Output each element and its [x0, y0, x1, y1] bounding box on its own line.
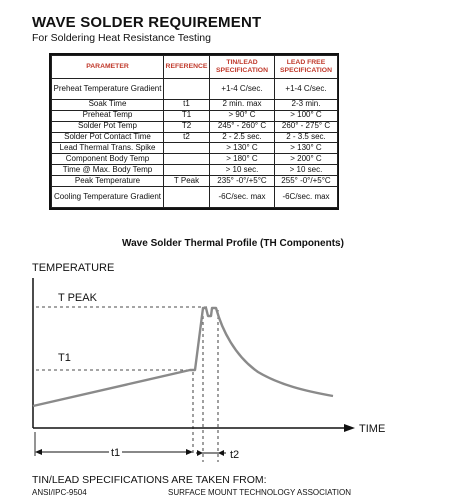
- cell-parameter: Preheat Temperature Gradient: [52, 79, 164, 100]
- t2-dimension-arrow-right: [218, 450, 224, 456]
- thermal-profile-curve: [33, 308, 333, 406]
- column-header-parameter: PARAMETER: [52, 56, 164, 79]
- cell-tin-lead: > 90° C: [210, 110, 275, 121]
- page-title: WAVE SOLDER REQUIREMENT: [32, 14, 262, 31]
- t1-level-label: T1: [58, 352, 71, 364]
- column-header-reference: REFERENCE: [164, 56, 210, 79]
- cell-tin-lead: 2 - 2.5 sec.: [210, 132, 275, 143]
- footer-standard: ANSI/IPC-9504: [32, 488, 87, 497]
- t2-interval-label: t2: [230, 449, 240, 461]
- x-axis-arrow: [344, 424, 355, 432]
- cell-tin-lead: -6C/sec. max: [210, 187, 275, 208]
- cell-reference: t2: [164, 132, 210, 143]
- t1-dimension-arrow-right: [186, 449, 193, 455]
- cell-tin-lead: 235° -0°/+5°C: [210, 176, 275, 187]
- cell-lead-free: 2-3 min.: [275, 99, 338, 110]
- diagram-title: Wave Solder Thermal Profile (TH Components): [122, 238, 344, 249]
- cell-parameter: Lead Thermal Trans. Spike: [52, 143, 164, 154]
- cell-parameter: Solder Pot Contact Time: [52, 132, 164, 143]
- cell-lead-free: 260° - 275° C: [275, 121, 338, 132]
- cell-tin-lead: +1-4 C/sec.: [210, 79, 275, 100]
- cell-tin-lead: 245° - 260° C: [210, 121, 275, 132]
- t1-interval-label: t1: [111, 447, 121, 459]
- cell-tin-lead: 2 min. max: [210, 99, 275, 110]
- cell-lead-free: > 130° C: [275, 143, 338, 154]
- cell-reference: t1: [164, 99, 210, 110]
- cell-parameter: Peak Temperature: [52, 176, 164, 187]
- footer-organization: SURFACE MOUNT TECHNOLOGY ASSOCIATION: [168, 488, 351, 497]
- t1-dimension-arrow-left: [35, 449, 42, 455]
- peak-level-label: T PEAK: [58, 292, 97, 304]
- cell-parameter: Component Body Temp: [52, 154, 164, 165]
- cell-parameter: Time @ Max. Body Temp: [52, 165, 164, 176]
- footer-source-heading: TIN/LEAD SPECIFICATIONS ARE TAKEN FROM:: [32, 474, 267, 486]
- column-header-lead-free: LEAD FREE SPECIFICATION: [275, 56, 338, 79]
- page-subtitle: For Soldering Heat Resistance Testing: [32, 32, 211, 44]
- cell-lead-free: -6C/sec. max: [275, 187, 338, 208]
- x-axis-label: TIME: [359, 423, 386, 435]
- cell-tin-lead: > 10 sec.: [210, 165, 275, 176]
- cell-parameter: Preheat Temp: [52, 110, 164, 121]
- cell-reference: T1: [164, 110, 210, 121]
- cell-reference: T2: [164, 121, 210, 132]
- cell-lead-free: 2 - 3.5 sec.: [275, 132, 338, 143]
- t2-dimension-arrow-left: [197, 450, 203, 456]
- cell-tin-lead: > 180° C: [210, 154, 275, 165]
- cell-reference: T Peak: [164, 176, 210, 187]
- cell-lead-free: +1-4 C/sec.: [275, 79, 338, 100]
- cell-lead-free: 255° -0°/+5°C: [275, 176, 338, 187]
- cell-parameter: Cooling Temperature Gradient: [52, 187, 164, 208]
- cell-lead-free: > 200° C: [275, 154, 338, 165]
- cell-parameter: Soak Time: [52, 99, 164, 110]
- column-header-tin-lead: TIN/LEAD SPECIFICATION: [210, 56, 275, 79]
- cell-lead-free: > 10 sec.: [275, 165, 338, 176]
- y-axis-label: TEMPERATURE: [32, 262, 115, 274]
- cell-lead-free: > 100° C: [275, 110, 338, 121]
- cell-parameter: Solder Pot Temp: [52, 121, 164, 132]
- cell-tin-lead: > 130° C: [210, 143, 275, 154]
